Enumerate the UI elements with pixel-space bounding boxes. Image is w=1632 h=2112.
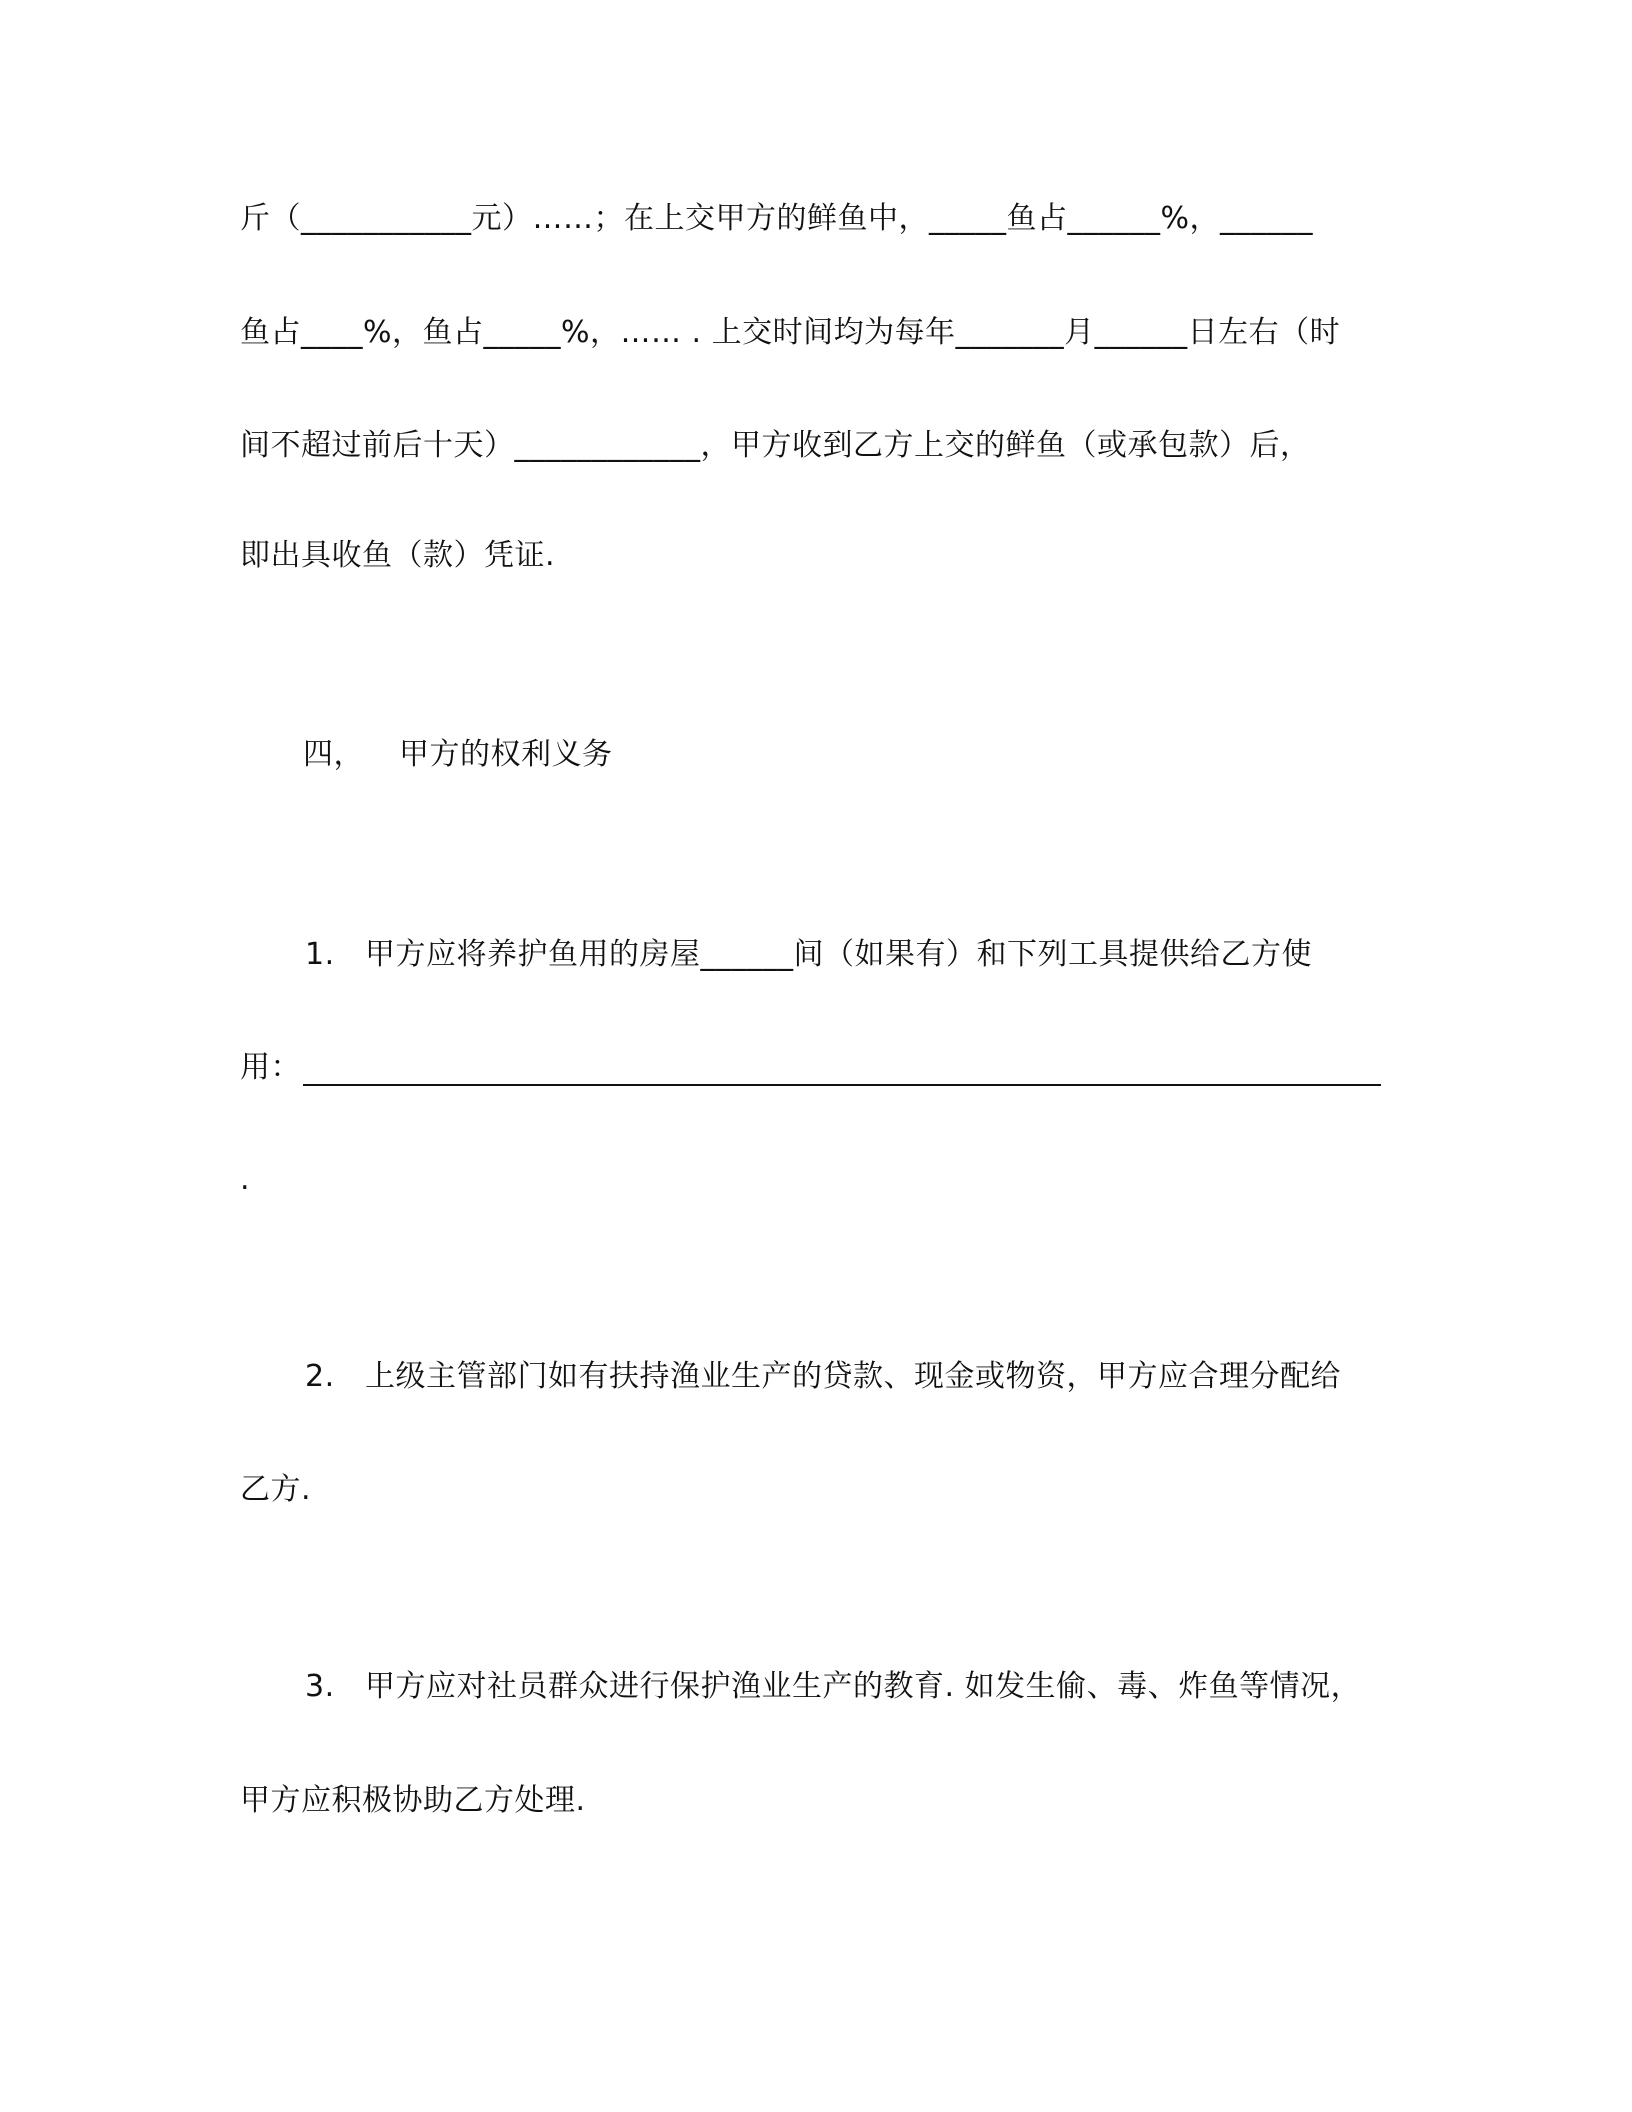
list-item-3-continuation: 甲方应积极协助乙方处理. — [240, 1783, 586, 1818]
section-heading — [303, 735, 613, 775]
list-item-3 — [305, 1667, 1361, 1707]
list-item-number: 2. — [305, 1359, 335, 1394]
list-item-number: 1. — [305, 937, 335, 972]
list-item-number: 3. — [305, 1669, 335, 1704]
section-number: 四， — [303, 737, 364, 772]
paragraph-line-1: 斤（___________元）……；在上交甲方的鲜鱼中，_____鱼占______%，______ — [240, 201, 1314, 236]
list-item-text: 甲方应对社员群众进行保护渔业生产的教育. 如发生偷、毒、炸鱼等情况， — [365, 1669, 1362, 1704]
list-item-2 — [305, 1357, 1341, 1397]
list-item-2-continuation: 乙方. — [240, 1472, 312, 1507]
list-item-text: 甲方应将养护鱼用的房屋______间（如果有）和下列工具提供给乙方使 — [365, 937, 1312, 972]
list-item-1 — [305, 935, 1312, 975]
list-item-1-continuation: 用： — [240, 1050, 301, 1085]
paragraph-line-3: 间不超过前后十天）____________，甲方收到乙方上交的鲜鱼（或承包款）后， — [240, 428, 1311, 463]
paragraph-line-2: 鱼占____%，鱼占_____%，…… . 上交时间均为每年_______月______日左右（时 — [240, 315, 1341, 350]
fill-in-blank-line — [303, 1084, 1381, 1086]
section-title: 甲方的权利义务 — [399, 737, 613, 772]
list-item-text: 上级主管部门如有扶持渔业生产的贷款、现金或物资，甲方应合理分配给 — [365, 1359, 1341, 1394]
paragraph-line-4: 即出具收鱼（款）凭证. — [240, 538, 556, 573]
list-item-1-trailing-period: . — [240, 1162, 251, 1197]
